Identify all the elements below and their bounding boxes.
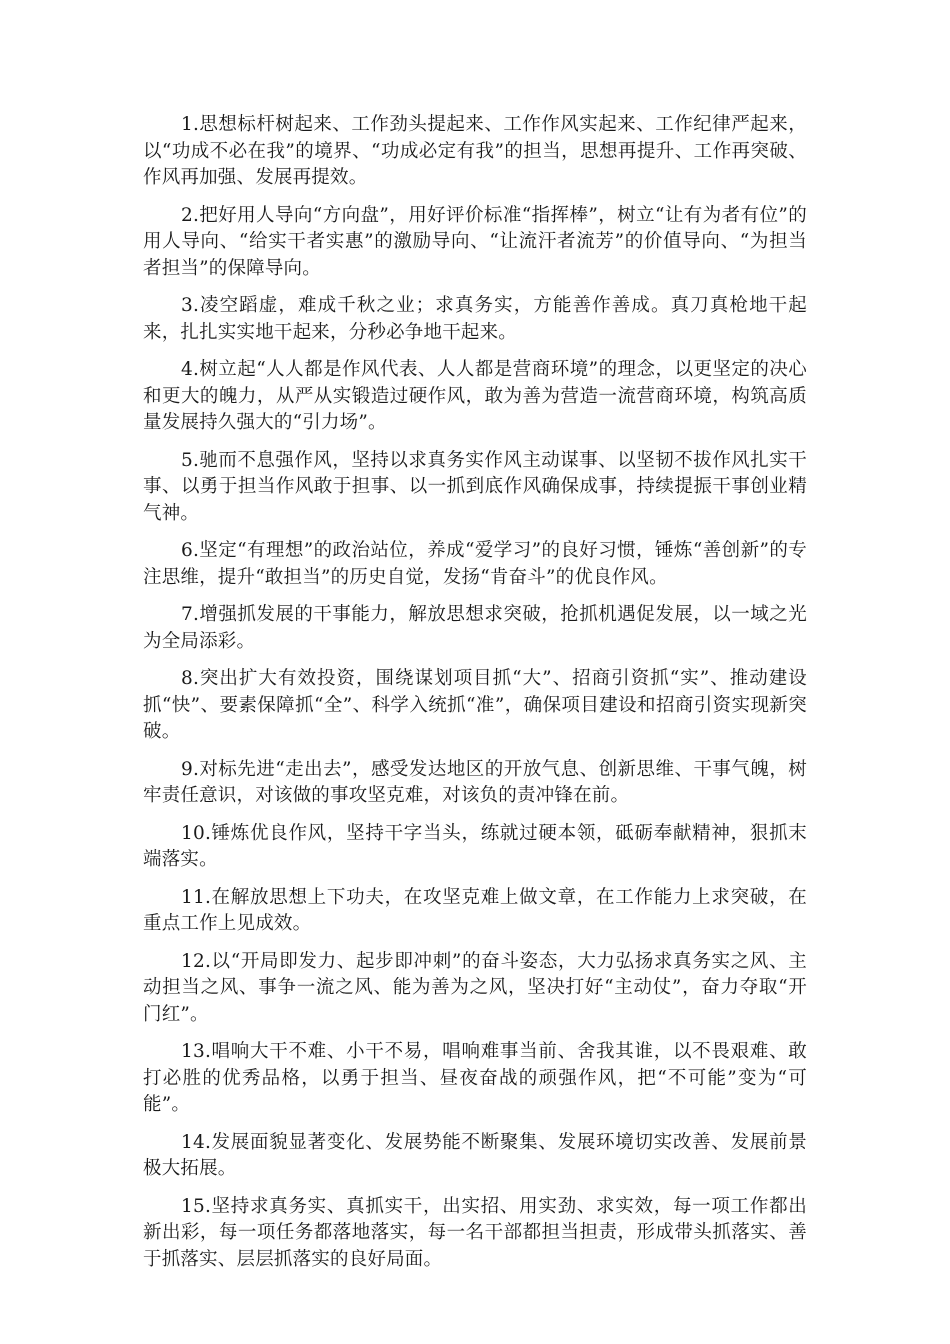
paragraph-1: 1.思想标杆树起来、工作劲头提起来、工作作风实起来、工作纪律严起来，以“功成不必在我”的境界、“功成必定有我”的担当，思想再提升、工作再突破、作风再加强、发展再提效。: [143, 114, 807, 188]
paragraph-12: 12.以“开局即发力、起步即冲刺”的奋斗姿态，大力弘扬求真务实之风、主动担当之风、事争一流之风、能为善为之风，坚决打好“主动仗”，奋力夺取“开门红”。: [143, 950, 807, 1025]
paragraph-6: 6.坚定“有理想”的政治站位，养成“爱学习”的良好习惯，锤炼“善创新”的专注思维，提升“敢担当”的历史自觉，发扬“肯奋斗”的优良作风。: [143, 540, 807, 588]
paragraph-7: 7.增强抓发展的干事能力，解放思想求突破，抢抓机遇促发展，以一域之光为全局添彩。: [143, 604, 807, 652]
paragraph-15: 15.坚持求真务实、真抓实干，出实招、用实劲、求实效，每一项工作都出新出彩，每一项任务都落地落实，每一名干部都担当担责，形成带头抓落实、善于抓落实、层层抓落实的良好局面。: [143, 1195, 807, 1270]
paragraph-11: 11.在解放思想上下功夫，在攻坚克难上做文章，在工作能力上求突破，在重点工作上见成效。: [143, 886, 807, 934]
paragraph-3: 3.凌空蹈虚，难成千秋之业；求真务实，方能善作善成。真刀真枪地干起来，扎扎实实地干起来，分秒必争地干起来。: [143, 295, 807, 343]
paragraph-10: 10.锤炼优良作风，坚持干字当头，练就过硬本领，砥砺奉献精神，狠抓末端落实。: [143, 822, 807, 870]
paragraph-14: 14.发展面貌显著变化、发展势能不断聚集、发展环境切实改善、发展前景极大拓展。: [143, 1131, 807, 1179]
paragraph-8: 8.突出扩大有效投资，围绕谋划项目抓“大”、招商引资抓“实”、推动建设抓“快”、要素保障抓“全”、科学入统抓“准”，确保项目建设和招商引资实现新突破。: [143, 668, 807, 742]
paragraph-9: 9.对标先进“走出去”，感受发达地区的开放气息、创新思维、干事气魄，树牢责任意识，对该做的事攻坚克难，对该负的责冲锋在前。: [143, 758, 807, 806]
paragraph-2: 2.把好用人导向“方向盘”，用好评价标准“指挥棒”，树立“让有为者有位”的用人导向、“给实干者实惠”的激励导向、“让流汗者流芳”的价值导向、“为担当者担当”的保障导向。: [143, 204, 807, 279]
paragraph-5: 5.驰而不息强作风，坚持以求真务实作风主动谋事、以坚韧不拔作风扎实干事、以勇于担当作风敢于担事、以一抓到底作风确保成事，持续提振干事创业精气神。: [143, 449, 807, 524]
paragraph-4: 4.树立起“人人都是作风代表、人人都是营商环境”的理念，以更坚定的决心和更大的魄力，从严从实锻造过硬作风，敢为善为营造一流营商环境，构筑高质量发展持久强大的“引力场”。: [143, 359, 807, 433]
paragraph-13: 13.唱响大干不难、小干不易，唱响难事当前、舍我其谁，以不畏艰难、敢打必胜的优秀品格，以勇于担当、昼夜奋战的顽强作风，把“不可能”变为“可能”。: [143, 1041, 807, 1115]
document-body: [143, 112, 807, 1284]
